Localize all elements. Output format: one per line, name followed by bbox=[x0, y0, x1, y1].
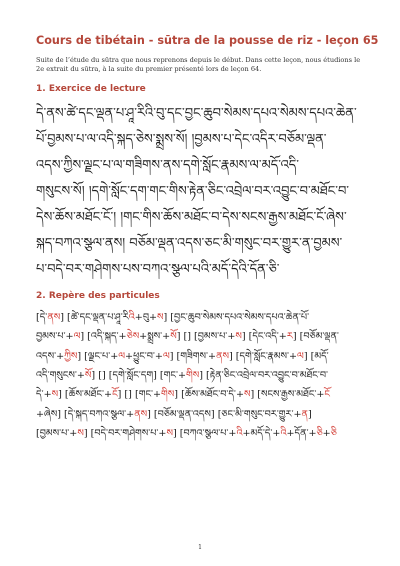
reading-exercise bbox=[36, 101, 366, 283]
particle-line-text: +དོན་+ bbox=[286, 428, 317, 440]
particle-line-text: ] [བྱང་ཆུབ་སེམས་དཔའ་སེམས་དཔའ་ཆེན་པོ་ bbox=[163, 311, 310, 323]
particle-exercise bbox=[36, 308, 366, 444]
particle-line-text: [དེ་ bbox=[36, 311, 48, 323]
particle-line bbox=[36, 308, 366, 327]
particle: ས bbox=[77, 428, 84, 440]
reading-line: དེས་ཆོས་མཐོང་ངོ་། །གང་གིས་ཆོས་མཐོང་བ་དེས་སངས་རྒྱས་མཐོང་ངོ་ཞེས་ bbox=[36, 209, 347, 225]
particle-line bbox=[36, 366, 366, 385]
particle: འི bbox=[280, 428, 287, 440]
particle: ངོ bbox=[112, 389, 118, 401]
particle: ཅེས bbox=[126, 331, 140, 343]
particle: འི bbox=[128, 311, 135, 323]
particle-line-text: ] [བཅོམ་ལྡན་འདས] [ཅང་མི་གསུང་བར་གྱུར་+ bbox=[147, 408, 302, 420]
particle-line-text: ] [དེང་འདི་+ bbox=[241, 331, 287, 343]
particle-line-text: ] [] [གང་+ bbox=[117, 389, 162, 401]
particle-line-text: +མདོ་དེ་+ bbox=[242, 428, 281, 440]
particle-line-text: ] [བཅོམ་ལྡན་ bbox=[292, 331, 339, 343]
particle-line-text: ] [སངས་རྒྱས་མཐོང་+ bbox=[250, 389, 325, 401]
intro-paragraph: Suite de l’étude du sūtra que nous reprenons depuis le début. Dans cette leçon, nous étudions le 2e extrait du sūtra, à la suite du premier présenté lors de leçon 64. bbox=[36, 56, 361, 74]
particle: ར bbox=[286, 331, 293, 343]
particle: ནས bbox=[216, 350, 229, 362]
particle: ས bbox=[51, 389, 59, 401]
particle-line-text: བྱམས་པ་+ bbox=[36, 331, 74, 343]
particle: ས bbox=[235, 331, 242, 343]
particle: གིས bbox=[186, 370, 200, 382]
particle: གིས bbox=[161, 389, 175, 401]
reading-line: འདས་ཀྱིས་ལྗང་པ་ལ་གཟིགས་ནས་དགེ་སློང་རྣམས་ལ་མདོ་འདི་ bbox=[36, 157, 300, 173]
particle-line-text: +ཞེས bbox=[36, 408, 58, 420]
particle: ལ bbox=[162, 350, 170, 362]
particle: སོ bbox=[84, 370, 92, 382]
particle-line-text: ] [ཆོས་མཐོང་+ bbox=[58, 389, 113, 401]
particle: ལ bbox=[297, 350, 304, 362]
particle-line-text: +བུ+ bbox=[134, 311, 158, 323]
particle: ལ bbox=[118, 350, 126, 362]
particle-line-text: ] [དེ་སྐད་བཀའ་སྩལ་+ bbox=[57, 408, 135, 420]
reading-line: པ་བདེ་བར་གཤེགས་པས་བཀའ་སྩལ་པའི་མདོ་དེའི་དོན་ཅི་ bbox=[36, 261, 280, 277]
particle-line-text: འདས་+ bbox=[36, 350, 65, 362]
particle-line-text: ] [] [དགེ་སློང་དག] [གང་+ bbox=[91, 370, 187, 382]
particle: ན bbox=[301, 408, 308, 420]
particle-line-text: དེ་+ bbox=[36, 389, 52, 401]
particle-line bbox=[36, 405, 366, 424]
particle-line-text: +ཕྱུང་བ་+ bbox=[125, 350, 163, 362]
particle-line bbox=[36, 385, 366, 404]
particle: ས bbox=[157, 311, 164, 323]
particle: ཀྱིས bbox=[64, 350, 78, 362]
particle-line bbox=[36, 327, 366, 346]
particle: སོ bbox=[170, 331, 177, 343]
particle-line bbox=[36, 347, 366, 366]
particle-line-text: +སྨྲས་+ bbox=[139, 331, 171, 343]
reading-line: དེ་ནས་ཚེ་དང་ལྡན་པ་ཤཱ་རིའི་བུ་དང་བྱང་ཆུབ་སེམས་དཔའ་སེམས་དཔའ་ཆེན་ bbox=[36, 105, 357, 121]
particle-line bbox=[36, 424, 366, 443]
particle-line-text: ] [མདོ་ bbox=[303, 350, 329, 362]
particle: ངོ bbox=[324, 389, 330, 401]
particle: ས bbox=[244, 389, 251, 401]
particle: ས bbox=[166, 428, 173, 440]
particle-line-text: + bbox=[322, 428, 331, 440]
particle-line-text: འདི་གསུངས་+ bbox=[36, 370, 85, 382]
section-heading-reading: 1. Exercice de lecture bbox=[36, 83, 146, 94]
particle-line-text: ] [ལྗང་པ་+ bbox=[77, 350, 119, 362]
particle: ལ bbox=[73, 331, 81, 343]
reading-line: པོ་བྱམས་པ་ལ་འདི་སྐད་ཅེས་སྨྲས་སོ། །བྱམས་པ་དེང་འདིར་བཅོམ་ལྡན་ bbox=[36, 131, 327, 147]
particle-line-text: ] [] [བྱམས་པ་+ bbox=[176, 331, 236, 343]
page-title: Cours de tibétain - sūtra de la pousse de riz - leçon 65 bbox=[36, 34, 379, 47]
page-number: 1 bbox=[198, 544, 202, 551]
particle: ནས bbox=[47, 311, 61, 323]
particle-line-text: ] [འདི་སྐད་+ bbox=[80, 331, 127, 343]
particle: ཅི bbox=[330, 428, 337, 440]
particle-line-text: ] [བདེ་བར་གཤེགས་པ་+ bbox=[83, 428, 167, 440]
particle-line-text: ] [རྟེན་ཅིང་འབྲེལ་བར་འབྱུང་བ་མཐོང་བ་ bbox=[199, 370, 328, 382]
particle: ཅི bbox=[316, 428, 323, 440]
particle: ནས bbox=[134, 408, 148, 420]
particle-line-text: ] [དགེ་སློང་རྣམས་+ bbox=[228, 350, 298, 362]
particle-line-text: ] [གཟིགས་+ bbox=[169, 350, 217, 362]
particle-line-text: ] bbox=[307, 408, 312, 420]
reading-line: སྐད་བཀའ་སྩལ་ནས། བཅོམ་ལྡན་འདས་ཅང་མི་གསུང་བར་གྱུར་ན་བྱམས་ bbox=[36, 235, 343, 251]
reading-line: གསུངས་སོ། །དགེ་སློང་དག་གང་གིས་རྟེན་ཅིང་འབྲེལ་བར་འབྱུང་བ་མཐོང་བ་ bbox=[36, 183, 350, 199]
particle: འི bbox=[236, 428, 243, 440]
particle-line-text: ] [བཀའ་སྩལ་པ་+ bbox=[172, 428, 237, 440]
particle-line-text: ] [ཆོས་མཐོང་བ་དེ་+ bbox=[174, 389, 244, 401]
particle-line-text: ] [ཚེ་དང་ལྡན་པ་ཤཱ་རི bbox=[60, 311, 129, 323]
particle-line-text: [བྱམས་པ་+ bbox=[36, 428, 78, 440]
section-heading-particles: 2. Repère des particules bbox=[36, 290, 160, 301]
